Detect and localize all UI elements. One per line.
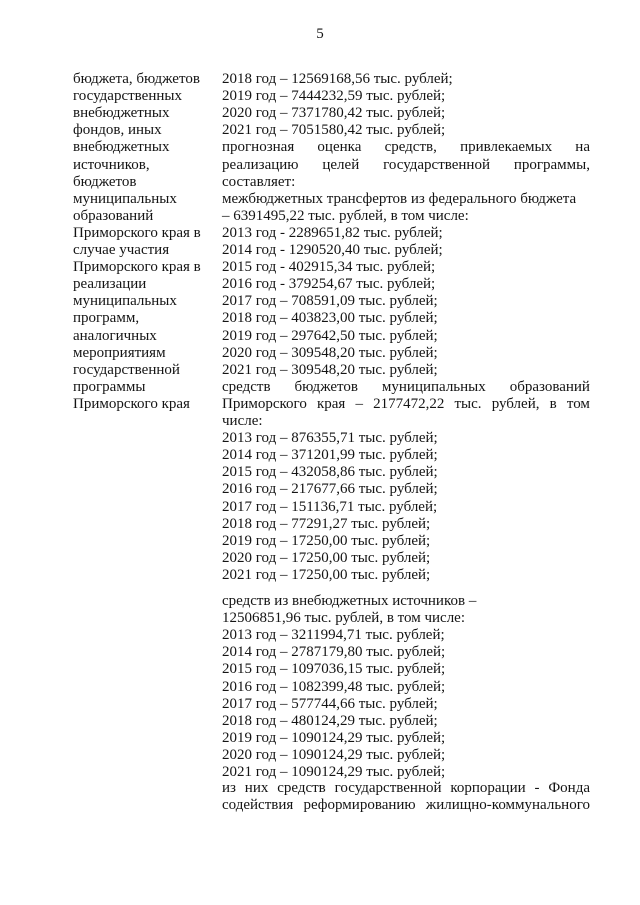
label-line: муниципальных [73, 190, 177, 207]
label-line: случае участия [73, 242, 170, 258]
value-line: 2017 год – 151136,71 тыс. рублей; [222, 498, 438, 515]
label-line: реализации [73, 276, 147, 293]
page-number: 5 [316, 26, 324, 42]
word: бюджетов [294, 378, 358, 395]
value-line: 2018 год – 403823,00 тыс. рублей; [222, 310, 438, 327]
word: Приморского [222, 395, 307, 412]
label-line: внебюджетных [73, 105, 170, 122]
word: государственной [383, 156, 490, 173]
value-line: 2021 год – 309548,20 тыс. рублей; [222, 361, 438, 378]
label-line: государственной [73, 361, 180, 378]
value-line: 2016 год – 1082399,48 тыс. рублей; [222, 678, 446, 695]
word: образований [509, 378, 590, 395]
label-line: фондов, иных [73, 122, 162, 139]
value-line: 2020 год – 1090124,29 тыс. рублей; [222, 746, 446, 763]
value-line: 2013 год – 3211994,71 тыс. рублей; [222, 627, 445, 644]
word: муниципальных [381, 378, 486, 395]
word: прогнозная [222, 139, 295, 156]
value-line: составляет: [222, 173, 296, 190]
word: тыс. [454, 395, 482, 412]
value-line [222, 139, 590, 156]
value-line: 2021 год – 7051580,42 тыс. рублей; [222, 122, 446, 139]
label-line: внебюджетных [73, 139, 170, 156]
value-line: 2019 год – 7444232,59 тыс. рублей; [222, 88, 446, 105]
value-line: 2020 год – 17250,00 тыс. рублей; [222, 549, 431, 566]
word: реформированию [303, 797, 416, 814]
value-line: 2017 год – 708591,09 тыс. рублей; [222, 293, 438, 310]
value-line [222, 780, 590, 797]
word: на [575, 139, 590, 156]
value-line [222, 797, 590, 814]
value-line: – 6391495,22 тыс. рублей, в том числе: [222, 207, 469, 224]
value-line: 2014 год – 371201,99 тыс. рублей; [222, 447, 438, 464]
value-line [222, 379, 590, 396]
value-line: средств из внебюджетных источников – [222, 593, 477, 609]
value-line: 2021 год – 1090124,29 тыс. рублей; [222, 764, 446, 780]
value-line: 2020 год – 7371780,42 тыс. рублей; [222, 105, 446, 122]
word: программы, [513, 156, 590, 173]
value-line: 2015 год – 432058,86 тыс. рублей; [222, 464, 438, 481]
label-line: муниципальных [73, 293, 177, 310]
word: рублей, [491, 395, 540, 412]
word: в [549, 395, 557, 412]
value-line: межбюджетных трансфертов из федерального бюджета [222, 190, 577, 207]
label-line: аналогичных [73, 327, 157, 344]
value-line: 2015 год – 1097036,15 тыс. рублей; [222, 661, 446, 678]
label-line: образований [73, 207, 154, 224]
value-line [222, 396, 590, 413]
word: них [244, 780, 269, 797]
label-line: программ, [73, 310, 140, 327]
word: средств [277, 780, 326, 797]
value-line: 2020 год – 309548,20 тыс. рублей; [222, 344, 438, 361]
label-line: источников, [73, 156, 150, 173]
value-line: 2013 год - 2289651,82 тыс. рублей; [222, 224, 443, 241]
word: 2177472,22 [373, 395, 445, 412]
value-line: 2018 год – 77291,27 тыс. рублей; [222, 515, 431, 532]
word: – [355, 395, 363, 412]
label-line: бюджетов [73, 173, 137, 190]
value-line: 2019 год – 297642,50 тыс. рублей; [222, 327, 438, 344]
label-line: Приморского края в [73, 224, 201, 241]
value-line: числе: [222, 413, 263, 429]
label-line: Приморского края [73, 395, 190, 412]
value-line: 2013 год – 876355,71 тыс. рублей; [222, 430, 438, 447]
value-line [222, 157, 590, 174]
label-line: мероприятиям [73, 344, 166, 361]
label-line: государственных [73, 88, 182, 105]
value-line: 2018 год – 12569168,56 тыс. рублей; [222, 71, 453, 87]
value-line: 2016 год – 217677,66 тыс. рублей; [222, 481, 438, 498]
word: привлекаемых [460, 139, 553, 156]
word: оценка [317, 139, 362, 156]
word: государственной [334, 780, 442, 797]
value-line: 2017 год – 577744,66 тыс. рублей; [222, 695, 438, 712]
label-line: Приморского края в [73, 259, 201, 276]
label-line: бюджета, бюджетов [73, 71, 200, 87]
value-line: 2021 год – 17250,00 тыс. рублей; [222, 566, 431, 583]
word: из [222, 780, 236, 797]
word: содействия [222, 797, 294, 814]
word: - [534, 780, 540, 797]
value-line: 2019 год – 17250,00 тыс. рублей; [222, 532, 431, 549]
word: края [316, 395, 346, 412]
word: реализацию [222, 156, 299, 173]
label-line: программы [73, 378, 146, 395]
value-line: 2016 год - 379254,67 тыс. рублей; [222, 276, 436, 293]
value-line: 2014 год – 2787179,80 тыс. рублей; [222, 644, 446, 661]
word: жилищно-коммунального [425, 797, 590, 814]
word: том [566, 395, 590, 412]
word: средств, [384, 139, 437, 156]
word: корпорации [450, 780, 526, 797]
value-line: 2015 год - 402915,34 тыс. рублей; [222, 259, 436, 276]
value-line: 2014 год - 1290520,40 тыс. рублей; [222, 242, 443, 258]
word: Фонда [548, 780, 590, 797]
value-line: 2018 год – 480124,29 тыс. рублей; [222, 712, 438, 729]
value-line: 12506851,96 тыс. рублей, в том числе: [222, 610, 466, 627]
word: целей [322, 156, 360, 173]
word: средств [222, 378, 271, 395]
value-line: 2019 год – 1090124,29 тыс. рублей; [222, 729, 446, 746]
